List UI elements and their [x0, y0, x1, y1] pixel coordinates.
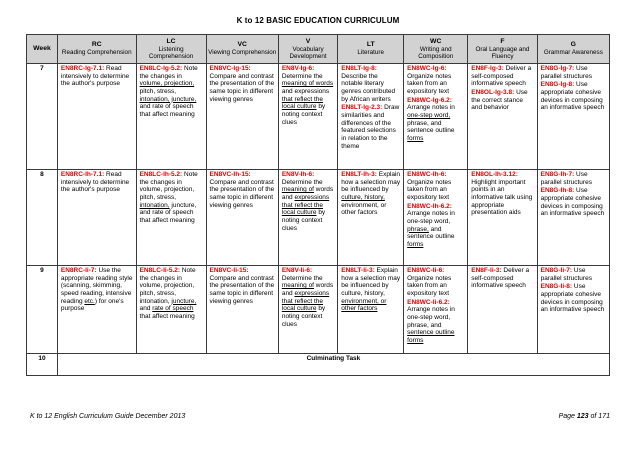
text-segment: Use the correct stance and behavior [471, 88, 528, 112]
competency-item [541, 171, 606, 186]
competency-code: EN8F-Ii-3: [471, 267, 502, 274]
cell-week7-viewing-comprehension [206, 64, 278, 170]
competency-code: EN8LC-Ii-5.2: [139, 267, 181, 274]
text-segment: Read intensively to determine the author's purpose [60, 65, 130, 88]
competency-code: EN8LT-Ig-2.3: [341, 104, 383, 112]
competency-item [471, 65, 533, 88]
text-segment: Determine the [281, 72, 323, 80]
underlined-text: etc. [84, 297, 95, 305]
text-segment: by noting context clues [281, 103, 326, 126]
text-segment: Use parallel structures [540, 267, 592, 282]
competency-code: EN8RC-Ih-7.1: [60, 171, 105, 178]
page-footer [30, 413, 610, 420]
competency-item [140, 171, 203, 225]
column-header-lt [338, 35, 404, 64]
column-name: Reading Comprehension [61, 49, 132, 57]
cell-week9-oral-language-fluency [468, 266, 537, 354]
text-segment: and expressions [281, 87, 330, 95]
text-segment: Deliver a self-composed informative speech [471, 65, 532, 88]
competency-code: EN8VC-Ig-15: [209, 65, 251, 72]
text-segment: Read intensively to determine the author's purpose [60, 171, 130, 194]
competency-code: EN8WC-Ih-6: [407, 171, 447, 178]
competency-item [407, 203, 464, 249]
cell-week8-grammar-awareness [537, 170, 609, 266]
competency-code: EN8WC-Ig-6: [407, 65, 447, 72]
cell-week8-reading-comprehension [57, 170, 136, 266]
column-name: Writing and Composition [418, 45, 454, 60]
text-segment: juncture, and rate of speech that affect meaning [139, 201, 197, 224]
competency-code: EN8LC-Ih-5.2: [139, 171, 183, 178]
cell-week7-reading-comprehension [57, 64, 136, 170]
competency-item [471, 89, 533, 112]
competency-code: EN8G-Ih-7: [540, 171, 575, 178]
cell-week9-viewing-comprehension [206, 266, 278, 354]
underlined-text: expressions that reflect the local culture [281, 193, 330, 217]
competency-item [541, 65, 606, 80]
cell-week7-literature [338, 64, 404, 170]
competency-item [61, 171, 133, 194]
column-abbr: F [500, 37, 505, 45]
underlined-text: intonation, juncture, [139, 95, 197, 103]
underlined-text: meaning of words [281, 80, 334, 88]
text-segment: that affect meaning [139, 312, 195, 320]
competency-code: EN8VC-Ih-15: [209, 171, 251, 178]
cell-week8-viewing-comprehension [206, 170, 278, 266]
competency-item [407, 97, 464, 143]
cell-week9-grammar-awareness [537, 266, 609, 354]
text-segment: Highlight important points in an informative talk using appropriate presentation aids [471, 178, 533, 217]
competency-code: EN8LT-Ii-3: [341, 267, 375, 274]
cell-week9-reading-comprehension [57, 266, 136, 354]
underlined-text: phrase, [407, 225, 429, 233]
cell-week7-writing-composition [404, 64, 468, 170]
competency-item [61, 65, 133, 88]
competency-code: EN8RC-Ig-7.1: [60, 65, 105, 72]
footer-page-prefix: Page [558, 413, 577, 420]
underlined-text: intonation, [139, 201, 170, 209]
text-segment: and [139, 305, 153, 313]
underlined-text: forms [407, 240, 424, 248]
footer-page-suffix: of 171 [588, 413, 610, 420]
competency-code: EN8F-Ig-3: [471, 65, 504, 72]
header-row [27, 35, 610, 64]
competency-code: EN8WC-Ii-6: [407, 267, 445, 274]
underlined-text: forms [407, 134, 424, 142]
column-header-lc [136, 35, 206, 64]
curriculum-table [26, 34, 610, 376]
text-segment: Use the appropriate reading style (scanning, skimming, speed reading, intensive reading [60, 267, 133, 305]
competency-item [541, 267, 606, 282]
competency-item [210, 65, 275, 103]
competency-code: EN8WC-Ig-6.2: [407, 96, 452, 104]
underlined-text: volume, projection, [139, 80, 195, 88]
underlined-text: juncture, [171, 297, 197, 305]
cell-week9-vocabulary-development [278, 266, 337, 354]
competency-item [210, 267, 275, 305]
cell-week8-writing-composition [404, 170, 468, 266]
text-segment: phrase, and sentence outline [407, 119, 455, 135]
competency-code: EN8WC-Ih-6.2: [407, 202, 452, 210]
text-segment: Organize notes taken from an expository text [407, 178, 452, 201]
underlined-text: meaning of [281, 186, 314, 194]
text-segment: environment, or other factors [341, 201, 387, 217]
column-abbr: V [305, 37, 311, 45]
cell-week9-writing-composition [404, 266, 468, 354]
footer-page-number: 123 [576, 413, 589, 420]
footer-page-indicator [559, 413, 610, 420]
column-abbr: RC [91, 41, 102, 49]
underlined-text: that reflect the local culture [281, 95, 324, 111]
cell-week9-literature [338, 266, 404, 354]
underlined-text: meaning of [281, 282, 314, 290]
competency-item [471, 171, 533, 217]
text-segment: Organize notes taken from an expository text [407, 274, 452, 297]
competency-code: EN8G-Ih-8: [540, 187, 575, 195]
cell-week8-literature [338, 170, 404, 266]
underlined-text: rate of speech [152, 305, 194, 313]
text-segment: Explain how a selection may be influenced by [341, 171, 401, 194]
text-segment: Use parallel structures [540, 65, 592, 80]
text-segment: Use parallel structures [540, 171, 592, 186]
text-segment: Use appropriate cohesive devices in composing an informative speech [540, 283, 605, 314]
week-10-row [27, 354, 610, 376]
competency-code: EN8LC-Ig-5.2: [139, 65, 183, 72]
culminating-task-cell: Culminating Task [57, 354, 609, 376]
week-number-cell: 8 [27, 170, 58, 266]
cell-week7-vocabulary-development [278, 64, 337, 170]
column-name: Listening Comprehension [148, 45, 194, 60]
competency-item [541, 81, 606, 112]
underlined-text: expressions that reflect the local culture [281, 289, 330, 313]
competency-item [282, 65, 334, 126]
competency-item [282, 267, 334, 328]
competency-item [407, 267, 464, 298]
text-segment: Compare and contrast the presentation of the same topic in different viewing genres [209, 274, 275, 305]
text-segment: by noting context clues [281, 209, 326, 232]
column-name: Grammar Awareness [543, 49, 603, 57]
text-segment: Determine the [281, 274, 323, 282]
text-segment: Compare and contrast the presentation of the same topic in different viewing genres [209, 72, 275, 103]
week-number-cell: 10 [27, 354, 58, 376]
column-name: Viewing Comprehension [208, 49, 277, 57]
competency-code: EN8OL-Ig-3.8: [471, 88, 515, 96]
competency-item [407, 299, 464, 345]
footer-document-title: K to 12 English Curriculum Guide December 2013 [30, 413, 186, 420]
competency-item [407, 65, 464, 96]
column-abbr: WC [430, 37, 442, 45]
text-segment: words and [281, 282, 334, 297]
competency-code: EN8WC-Ii-6.2: [407, 298, 450, 306]
underlined-text: environment, or other factors [341, 297, 387, 313]
text-segment: Explain how a selection may be influenced by culture, history, [341, 267, 401, 297]
text-segment: Note the changes in volume, projection, pitch, stress, [139, 171, 198, 201]
cell-week8-listening-comprehension [136, 170, 206, 266]
text-segment: Draw similarities and differences of the featured selections in relation to the theme [341, 104, 400, 150]
week-number-cell: 7 [27, 64, 58, 170]
column-abbr: LC [166, 37, 176, 45]
column-header-week [27, 35, 58, 64]
underlined-text: culture, history, [341, 193, 385, 201]
text-segment: Determine the [281, 178, 323, 186]
competency-item [341, 65, 400, 103]
text-segment: and rate of speech that affect meaning [139, 103, 195, 118]
underlined-text: sentence outline forms [407, 329, 455, 344]
column-abbr: LT [366, 41, 375, 49]
competency-item [140, 65, 203, 119]
text-segment: by noting context clues [281, 305, 326, 328]
competency-item [341, 267, 400, 313]
competency-item [282, 171, 334, 232]
text-segment: words and [281, 186, 334, 201]
week-7-row [27, 64, 610, 170]
competency-item [210, 171, 275, 209]
competency-item [140, 267, 203, 321]
cell-week7-grammar-awareness [537, 64, 609, 170]
competency-item [471, 267, 533, 290]
column-header-vc [206, 35, 278, 64]
competency-item [341, 104, 400, 150]
text-segment: Note the changes in volume, projection, pitch, stress, intonation, [139, 267, 196, 305]
underlined-text: one-step word, [407, 111, 451, 119]
column-name: Literature [357, 49, 385, 57]
column-abbr: VC [237, 41, 247, 49]
week-9-row [27, 266, 610, 354]
competency-code: EN8RC-Ii-7: [60, 267, 97, 274]
text-segment: pitch, stress, [139, 87, 177, 95]
text-segment: Arrange notes in one-step word, [407, 210, 455, 225]
competency-code: EN8LT-Ih-3: [341, 171, 377, 178]
competency-code: EN8V-Ig-6: [281, 65, 315, 72]
competency-code: EN8G-Ig-8: [540, 81, 575, 89]
cell-week9-listening-comprehension [136, 266, 206, 354]
competency-code: EN8VC-Ii-15: [209, 267, 249, 274]
column-header-g [537, 35, 609, 64]
competency-item [407, 171, 464, 202]
text-segment: ) for one's purpose [60, 297, 124, 313]
competency-item [541, 187, 606, 218]
text-segment: Use appropriate cohesive devices in composing an informative speech [540, 81, 605, 112]
text-segment: Use appropriate cohesive devices in composing an informative speech [540, 187, 605, 218]
cell-week8-vocabulary-development [278, 170, 337, 266]
cell-week7-listening-comprehension [136, 64, 206, 170]
column-abbr: G [570, 41, 576, 49]
column-header-f [468, 35, 537, 64]
column-header-v [278, 35, 337, 64]
competency-code: EN8G-Ii-7: [540, 267, 573, 274]
column-name: Oral Language and Fluency [475, 45, 530, 60]
competency-code: EN8V-Ii-6: [281, 267, 313, 274]
column-name: Vocabulary Development [289, 45, 327, 60]
text-segment: and sentence outline [407, 225, 455, 241]
competency-code: EN8G-Ii-8: [540, 283, 573, 291]
competency-item [61, 267, 133, 313]
competency-code: EN8G-Ig-7: [540, 65, 575, 72]
competency-code: EN8LT-Ig-8: [341, 65, 377, 72]
page-title: K to 12 BASIC EDUCATION CURRICULUM [236, 16, 400, 25]
text-segment: Describe the notable literary genres contributed by African writers [341, 72, 396, 103]
competency-code: EN8OL-Ih-3.12: [471, 171, 518, 178]
cell-week7-oral-language-fluency [468, 64, 537, 170]
cell-week8-oral-language-fluency [468, 170, 537, 266]
competency-code: EN8V-Ih-6: [281, 171, 315, 178]
week-8-row [27, 170, 610, 266]
competency-item [341, 171, 400, 217]
week-number-cell: 9 [27, 266, 58, 354]
text-segment: Compare and contrast the presentation of the same topic in different viewing genres [209, 178, 275, 209]
column-header-wc [404, 35, 468, 64]
text-segment: Note the changes in [139, 65, 198, 80]
text-segment: Organize notes taken from an expository text [407, 72, 452, 95]
text-segment: Deliver a self-composed informative speech [471, 267, 530, 290]
column-abbr: Week [33, 44, 51, 52]
column-header-rc [57, 35, 136, 64]
text-segment: Arrange notes in [407, 104, 455, 112]
competency-item [541, 283, 606, 314]
text-segment: Arrange notes in one-step word, phrase, and [407, 306, 455, 329]
